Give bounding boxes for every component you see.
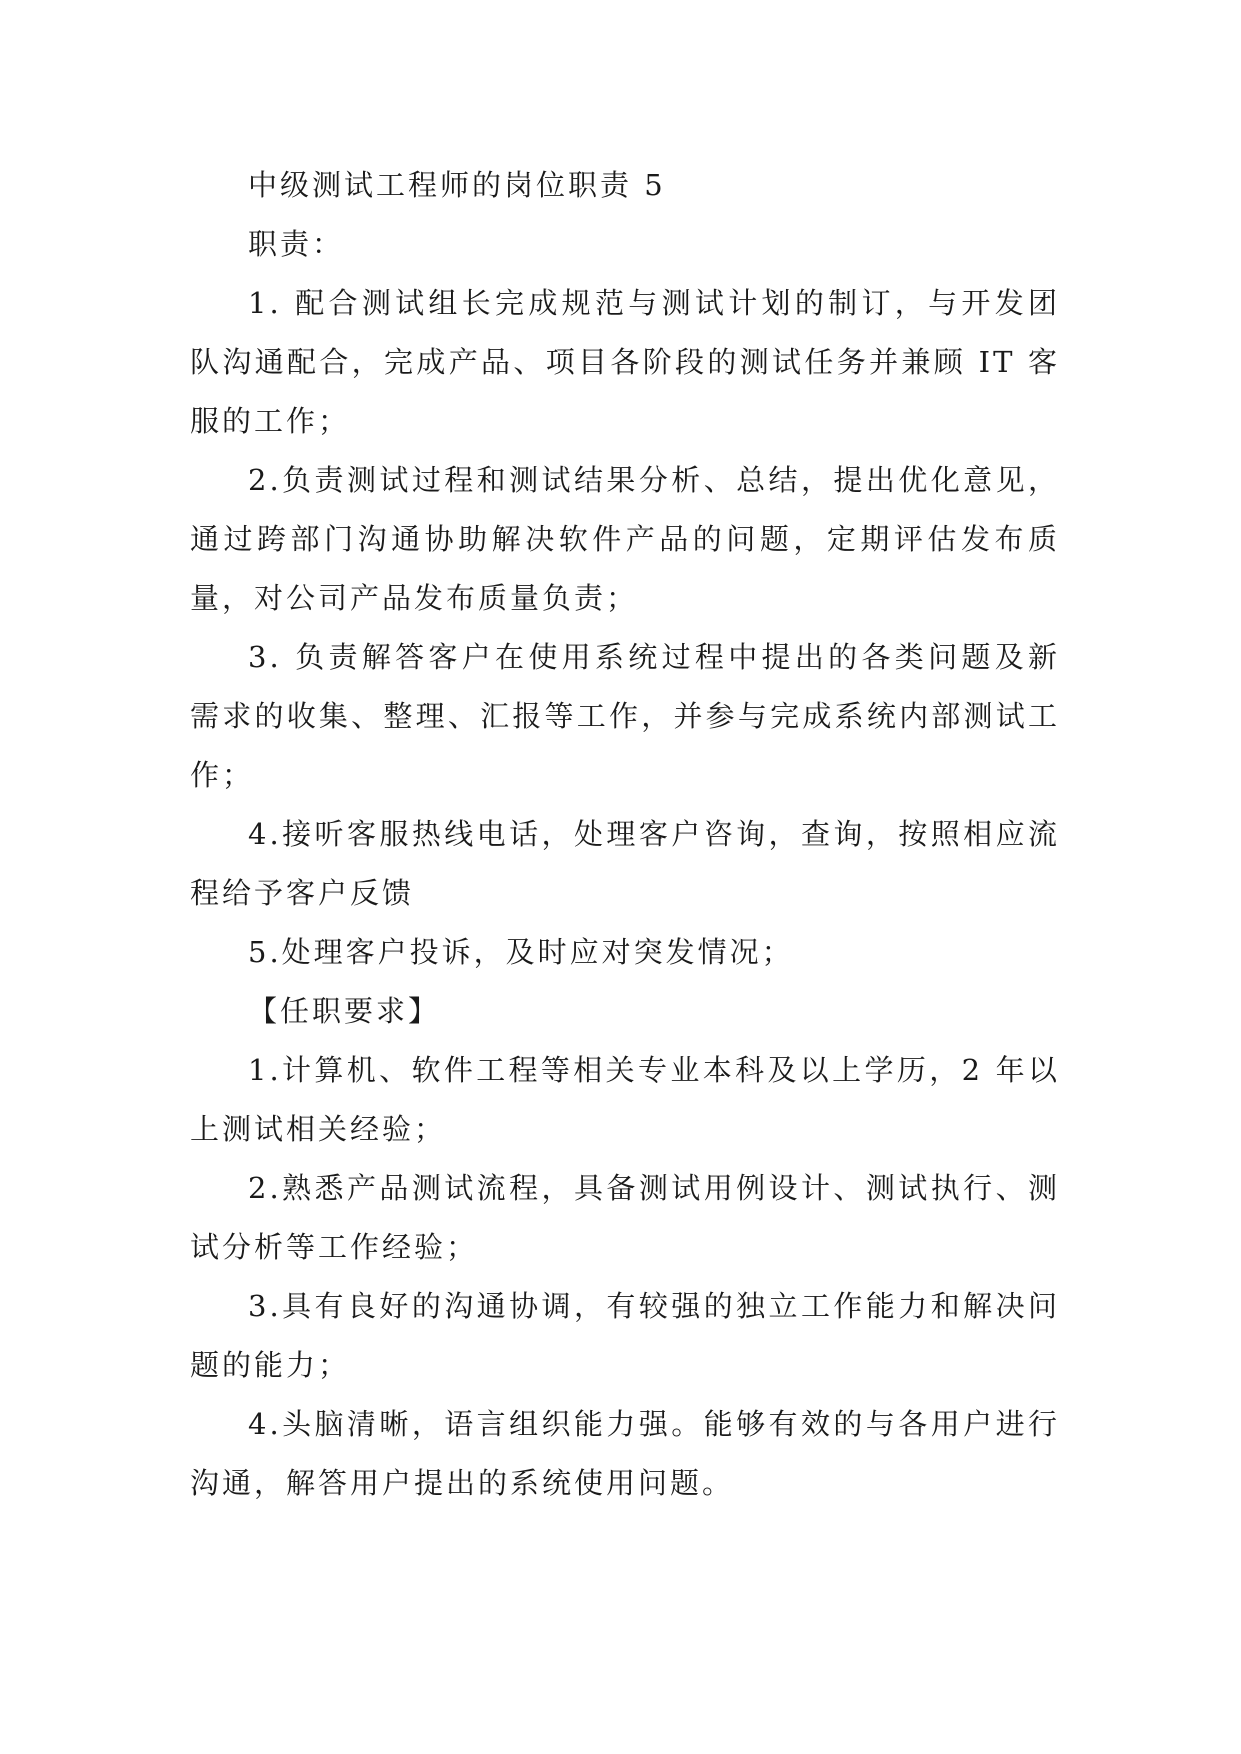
document-body: [190, 156, 1060, 1513]
duty-item: 2.负责测试过程和测试结果分析、总结，提出优化意见，通过跨部门沟通协助解决软件产品的问题，定期评估发布质量，对公司产品发布质量负责；: [190, 463, 1060, 615]
document-heading: 中级测试工程师的岗位职责 5: [248, 168, 666, 202]
requirement-item: 4.头脑清晰，语言组织能力强。能够有效的与各用户进行沟通，解答用户提出的系统使用问题。: [190, 1407, 1060, 1500]
requirement-item: 3.具有良好的沟通协调，有较强的独立工作能力和解决问题的能力；: [190, 1289, 1060, 1382]
duty-item: 4.接听客服热线电话，处理客户咨询，查询，按照相应流程给予客户反馈: [190, 817, 1060, 910]
duty-item: 1. 配合测试组长完成规范与测试计划的制订，与开发团队沟通配合，完成产品、项目各阶段的测试任务并兼顾 IT 客服的工作；: [190, 286, 1060, 438]
requirements-label: 【任职要求】: [248, 994, 441, 1028]
duties-label: 职责：: [248, 227, 345, 261]
requirement-item: 2.熟悉产品测试流程，具备测试用例设计、测试执行、测试分析等工作经验；: [190, 1171, 1060, 1264]
duty-item: 3. 负责解答客户在使用系统过程中提出的各类问题及新需求的收集、整理、汇报等工作，并参与完成系统内部测试工作；: [190, 640, 1060, 792]
duty-item: 5.处理客户投诉，及时应对突发情况；: [248, 935, 794, 969]
requirement-item: 1.计算机、软件工程等相关专业本科及以上学历，2 年以上测试相关经验；: [190, 1053, 1060, 1146]
